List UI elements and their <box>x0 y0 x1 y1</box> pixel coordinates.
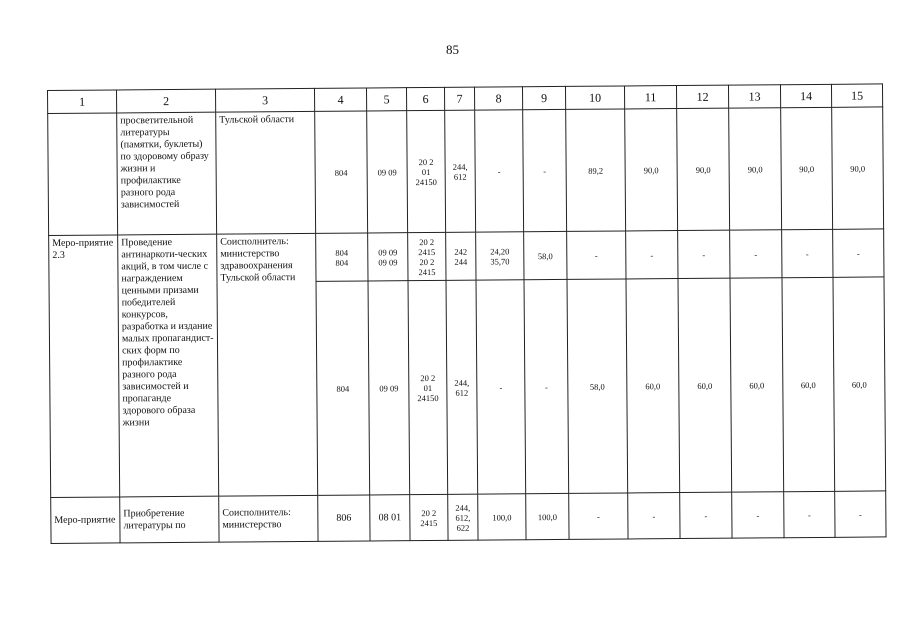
cell-value: - <box>524 279 569 493</box>
cell-rzpr: 08 01 <box>370 495 410 541</box>
cell-value: - <box>833 229 884 277</box>
column-header: 14 <box>780 84 831 107</box>
cell-csr: 20 2 01 24150 <box>407 110 446 232</box>
column-header: 12 <box>676 85 728 108</box>
cell-description: Проведение антинаркоти-ческих акций, в том числе с награждением ценными призами победителей конкурсов, разработка и издание малых пропагандист-ских форм по профилактике разного рода зависимостей и пропаганде здорового образа жизни <box>118 234 219 497</box>
cell-value: - <box>835 491 886 537</box>
cell-csr: 20 2 01 24150 <box>408 280 448 494</box>
cell-value: - <box>523 109 567 231</box>
column-header: 10 <box>565 86 624 109</box>
cell-value: 90,0 <box>729 108 782 230</box>
cell-value: - <box>678 230 730 278</box>
cell-value: - <box>730 230 782 278</box>
cell-value: 89,2 <box>566 109 626 231</box>
column-header: 6 <box>406 87 444 110</box>
table-row <box>51 491 886 544</box>
cell-rzpr: 09 09 <box>368 281 410 495</box>
cell-value: - <box>567 231 626 279</box>
cell-value: 90,0 <box>625 109 678 231</box>
cell-executor: Соисполнитель: министерство здравоохранения Тульской области <box>217 233 318 496</box>
cell-value: 90,0 <box>832 107 884 229</box>
cell-grbs: 804 <box>316 281 370 495</box>
cell-value: 100,0 <box>478 494 526 540</box>
column-header: 2 <box>117 89 216 113</box>
column-header: 7 <box>444 87 474 110</box>
cell-value: 60,0 <box>833 277 886 491</box>
cell-value: - <box>628 493 680 539</box>
cell-value: 90,0 <box>677 108 730 230</box>
cell-csr: 20 2 2415 <box>410 494 448 540</box>
cell-value: 60,0 <box>626 279 680 493</box>
cell-description: Приобретение литературы по <box>120 496 219 543</box>
cell-value: - <box>680 492 732 538</box>
cell-vr: 244, 612 <box>446 280 478 494</box>
column-header: 11 <box>624 86 676 109</box>
cell-value: 100,0 <box>526 493 569 539</box>
column-header: 5 <box>366 88 406 111</box>
cell-value: - <box>569 493 628 539</box>
cell-measure: Меро-приятие <box>51 497 120 544</box>
cell-rzpr: 09 09 09 09 <box>368 233 408 281</box>
cell-value: 58,0 <box>567 279 628 493</box>
cell-value: 60,0 <box>678 278 732 492</box>
column-header: 15 <box>831 84 882 107</box>
page-number: 85 <box>446 42 459 57</box>
cell-value: 90,0 <box>781 107 833 229</box>
cell-value: - <box>782 229 833 277</box>
cell-executor: Тульской области <box>216 111 316 234</box>
column-header: 13 <box>728 85 780 108</box>
cell-value: - <box>732 492 784 538</box>
table-row <box>48 107 884 236</box>
column-header: 9 <box>522 86 565 109</box>
cell-rzpr: 09 09 <box>367 111 408 233</box>
column-header: 8 <box>474 87 522 110</box>
column-header: 3 <box>215 88 314 112</box>
cell-grbs: 806 <box>318 495 370 541</box>
column-header: 4 <box>314 88 366 111</box>
cell-vr: 244, 612 <box>445 110 476 232</box>
cell-grbs: 804 804 <box>316 233 368 281</box>
cell-value: - <box>784 491 835 537</box>
cell-value: 60,0 <box>730 278 784 492</box>
cell-measure <box>48 113 118 236</box>
cell-grbs: 804 <box>315 111 368 233</box>
column-header: 1 <box>48 90 117 114</box>
cell-value: - <box>476 280 526 494</box>
cell-value: - <box>626 231 678 279</box>
table-row <box>49 229 884 284</box>
cell-value: 58,0 <box>524 231 567 279</box>
cell-value: 24,20 35,70 <box>476 232 524 280</box>
cell-vr: 242 244 <box>446 232 476 280</box>
cell-executor: Соисполнитель: министерство <box>219 495 318 542</box>
budget-table <box>47 83 887 544</box>
cell-value: 60,0 <box>782 277 835 491</box>
cell-measure: Меро-приятие 2.3 <box>49 235 120 498</box>
cell-csr: 20 2 2415 20 2 2415 <box>408 232 446 280</box>
cell-value: - <box>475 110 524 232</box>
cell-description: просветительной литературы (памятки, буклеты) по здоровому образу жизни и профилактике разного рода зависимостей <box>117 112 217 235</box>
cell-vr: 244, 612, 622 <box>448 494 478 540</box>
